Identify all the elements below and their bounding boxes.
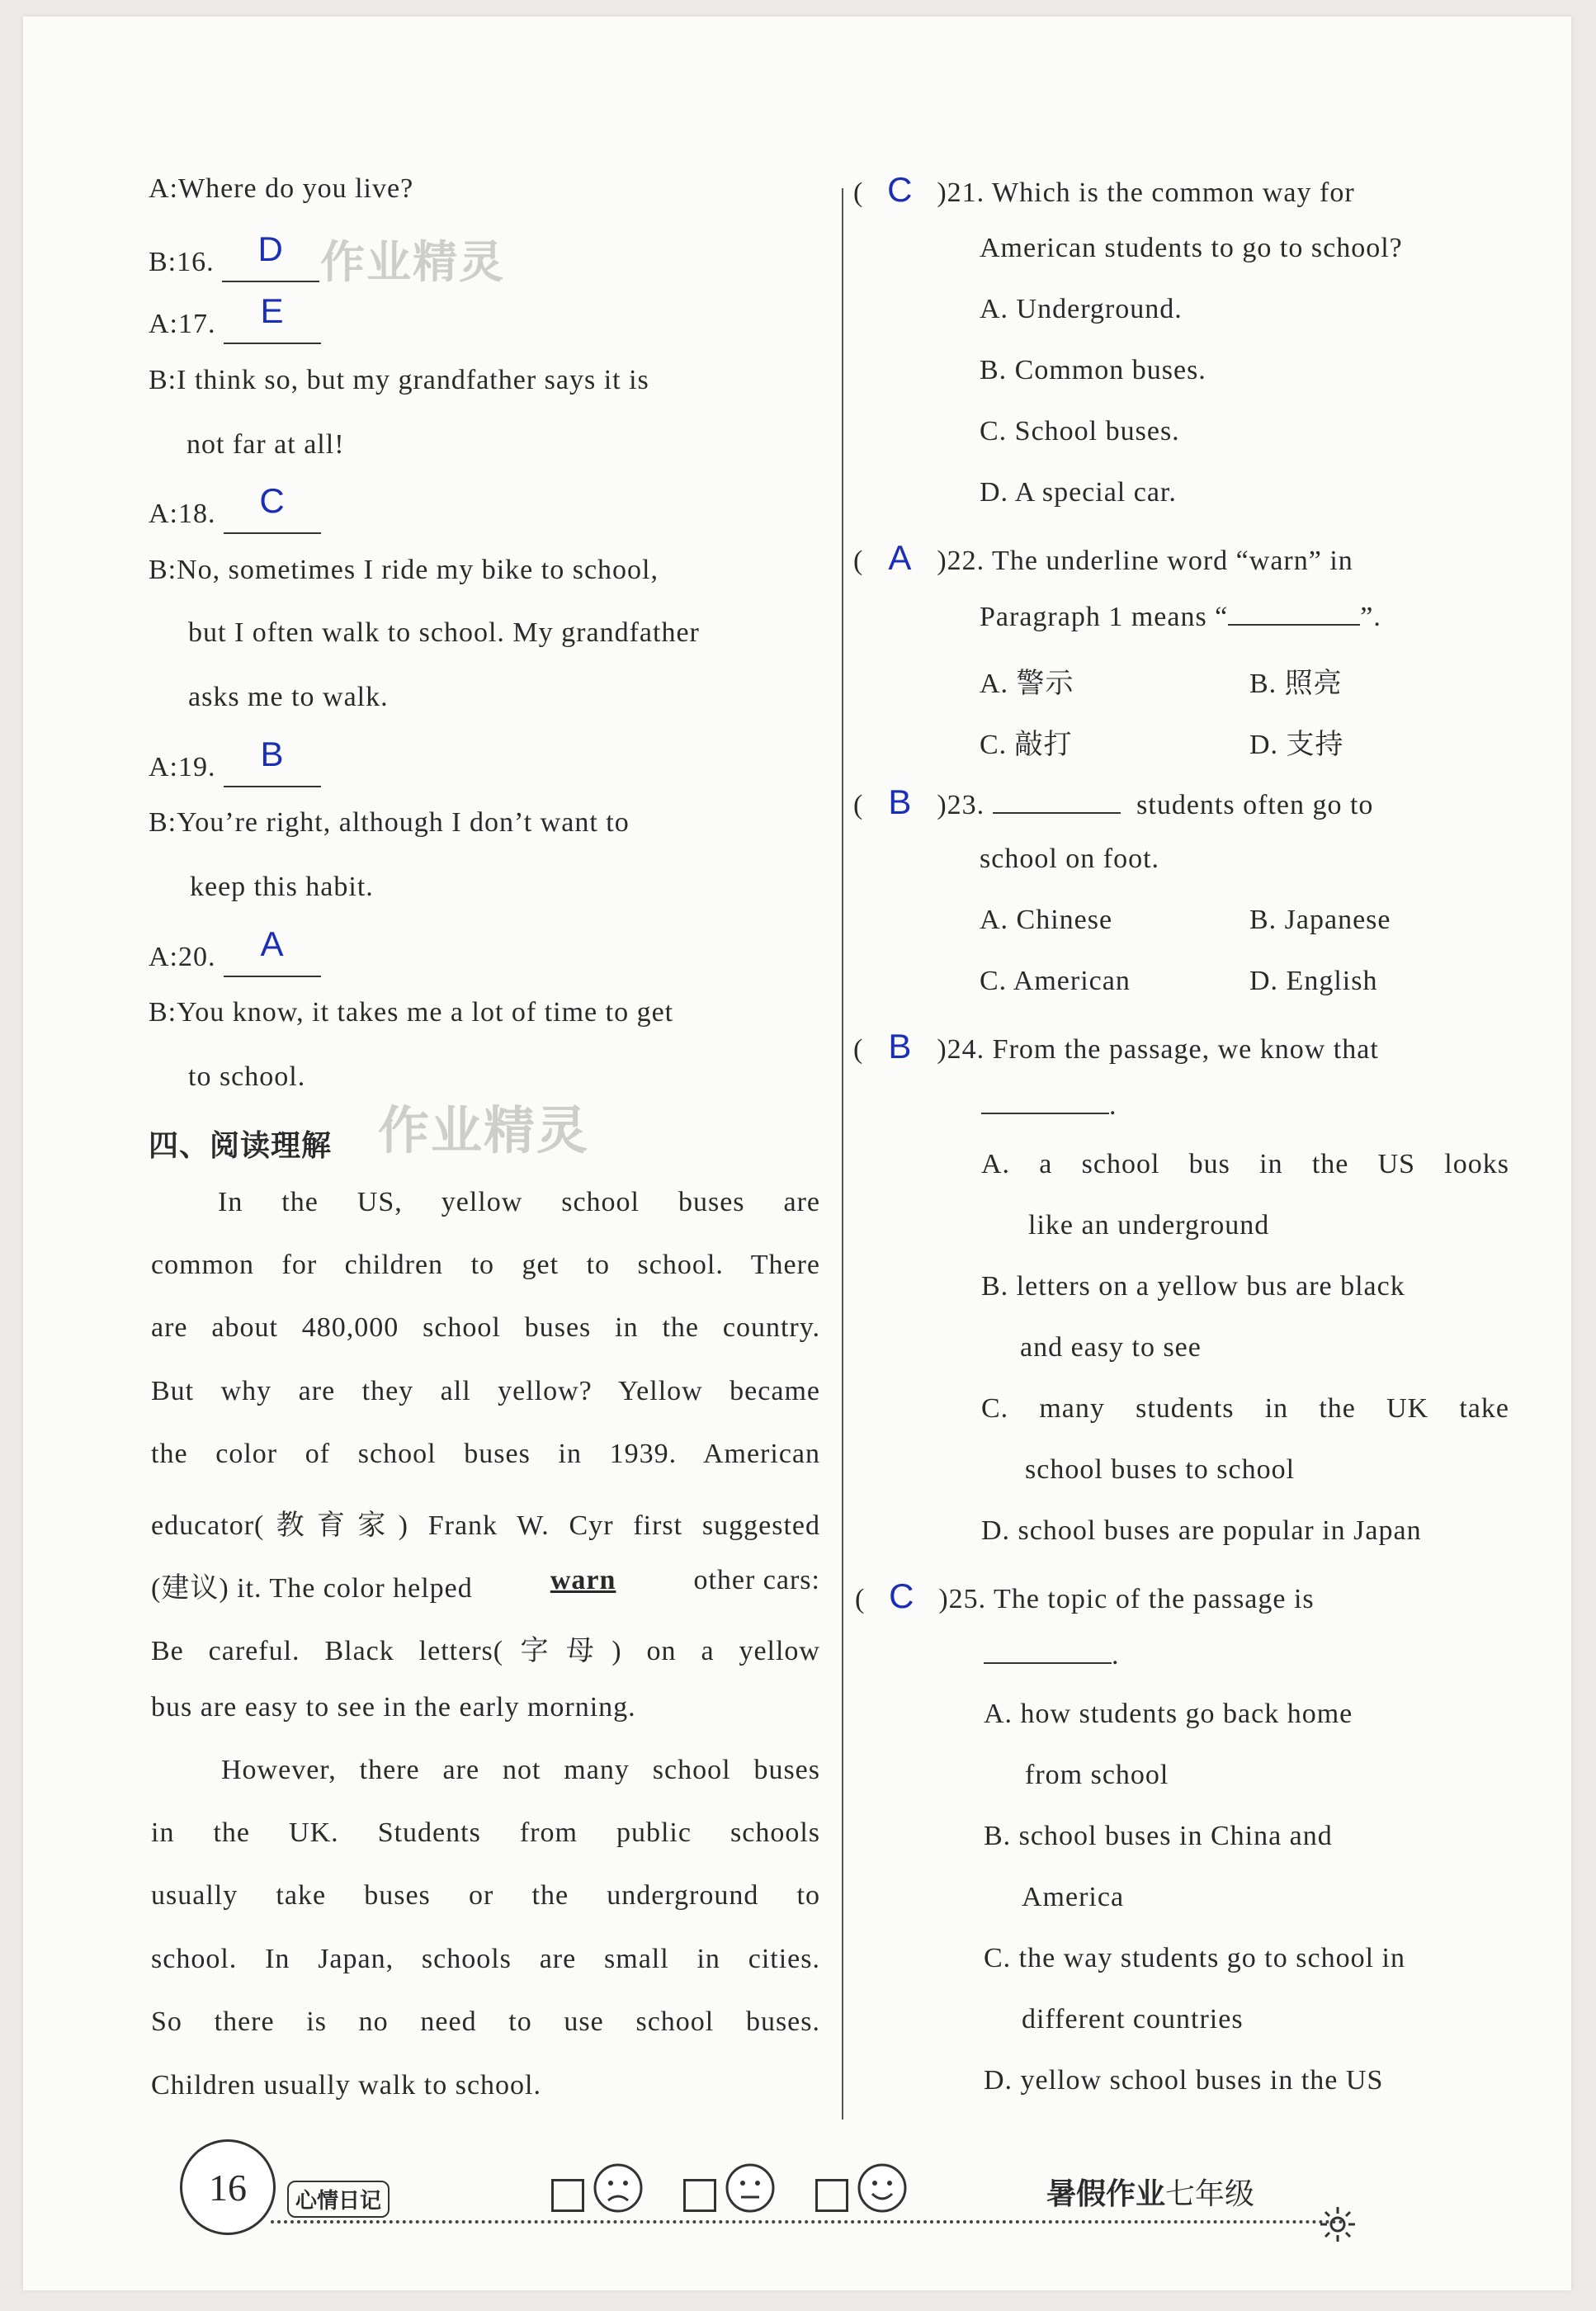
answer-19: B [260,735,285,773]
answer-17: E [260,291,285,330]
q24-option-b: B. letters on a yellow bus are black [981,1271,1405,1302]
book-title [1046,2171,1254,2213]
answer-20: A [260,924,285,963]
passage-line-15: Children usually walk to school. [151,2070,542,2101]
mood-checkbox-sad[interactable] [551,2179,584,2212]
question-stem: Which is the common way for [992,177,1355,208]
passage-line-14: So there is no need to use school buses. [151,2006,820,2037]
question-number: )22. [937,546,985,576]
answer-paren: ( [853,177,864,208]
passage-line-4: But why are they all yellow? Yellow became [151,1376,820,1406]
question-25-stem-2 [984,1638,1120,1671]
dialogue-line-20 [149,924,321,973]
answer-blank-17 [224,291,321,344]
answer-23: B [888,782,913,821]
answer-25: C [889,1576,915,1615]
q25-option-d: D. yellow school buses in the US [984,2065,1384,2096]
question-23-stem-2: school on foot. [980,844,1160,874]
question-stem: . [1112,1640,1120,1671]
q22-option-d: D. 支持 [1249,730,1344,760]
dialogue-line-9: asks me to walk. [188,682,389,712]
q23-option-c: C. American [980,966,1131,996]
answer-blank-25 [984,1638,1112,1664]
q24-option-c: C. many students in the UK take [981,1393,1509,1424]
q25-option-c: C. the way students go to school in [984,1943,1405,1973]
neutral-face-icon [725,2162,776,2214]
q24-option-a: A. a school bus in the US looks [981,1149,1509,1179]
sun-decoration-icon [1319,2205,1357,2243]
q23-option-a: A. Chinese [980,905,1113,935]
q21-option-c: C. School buses. [980,416,1180,447]
passage-line-2: common for children to get to school. There [151,1250,820,1280]
q22-option-a: A. 警示 [980,669,1074,699]
passage-text: other cars: [693,1565,820,1595]
question-24 [853,1027,1379,1066]
page-footer [23,2129,1571,2261]
dialogue-line-16 [149,229,319,278]
passage-line-7 [151,1565,820,1605]
answer-blank-22 [1228,599,1360,626]
section-heading: 四、阅读理解 [149,1129,333,1163]
answer-blank-20 [224,924,321,977]
dialogue-line-11: B:You’re right, although I don’t want to [149,807,630,838]
happy-face-icon [857,2162,908,2214]
dialogue-line-1: A:Where do you live? [149,173,414,204]
dialogue-label: B:16. [149,247,215,277]
q24-option-c-cont: school buses to school [1025,1454,1296,1485]
q25-option-b: B. school buses in China and [984,1821,1333,1851]
dialogue-line-8: but I often walk to school. My grandfather [188,617,700,648]
column-divider [842,188,843,2120]
watermark-2: 作业精灵 [378,1100,590,1160]
dialogue-line-14: B:You know, it takes me a lot of time to get [149,997,674,1028]
question-number: )23. [937,790,985,820]
answer-blank-23 [993,787,1121,814]
answer-21: C [887,170,914,209]
question-21 [853,170,1355,210]
passage-line-13: school. In Japan, schools are small in cities. [151,1944,820,1974]
question-22 [853,538,1353,578]
answer-blank-19 [224,735,321,787]
question-number: )21. [937,177,985,208]
passage-line-10: However, there are not many school buses [221,1755,820,1785]
answer-blank-24 [981,1088,1109,1114]
dialogue-label: A:20. [149,942,216,972]
q21-option-a: A. Underground. [980,294,1183,324]
grade-text: 七年级 [1165,2177,1255,2211]
answer-24: B [888,1027,913,1066]
question-stem: The underline word “warn” in [992,546,1353,576]
question-stem: From the passage, we know that [992,1034,1379,1065]
passage-line-5: the color of school buses in 1939. American [151,1439,820,1469]
q24-option-a-cont: like an underground [1028,1210,1270,1241]
q21-option-d: D. A special car. [980,477,1177,508]
answer-paren: ( [853,790,864,820]
mood-checkbox-neutral[interactable] [683,2179,716,2212]
answer-blank-18 [224,481,321,534]
worksheet-page [23,17,1571,2290]
sad-face-icon [593,2162,644,2214]
question-22-stem-2 [980,599,1381,633]
passage-line-1: In the US, yellow school buses are [218,1187,820,1217]
diary-label: 心情日记 [287,2181,390,2218]
dialogue-line-5: not far at all! [187,429,345,460]
passage-line-3: are about 480,000 school buses in the country. [151,1312,820,1343]
dialogue-line-12: keep this habit. [190,872,374,902]
answer-22: A [888,538,913,577]
answer-18: C [259,481,286,520]
q23-option-b: B. Japanese [1249,905,1391,935]
book-title-text: 暑假作业 [1046,2177,1166,2211]
question-stem: students often go to [1136,790,1374,820]
passage-line-9: bus are easy to see in the early morning. [151,1692,636,1723]
passage-line-6: educator(教育家) Frank W. Cyr first suggested [151,1510,820,1541]
passage-line-8: Be careful. Black letters(字母) on a yellow [151,1636,820,1666]
q25-option-c-cont: different countries [1022,2004,1244,2035]
question-number: )24. [937,1034,985,1065]
question-21-stem-2: American students to go to school? [980,233,1403,263]
dialogue-line-15: to school. [188,1061,306,1092]
answer-16: D [257,229,284,268]
dialogue-line-17 [149,291,321,340]
dialogue-line-4: B:I think so, but my grandfather says it is [149,365,649,395]
dialogue-line-19 [149,735,321,783]
question-24-stem-2 [981,1088,1117,1122]
q22-option-c: C. 敲打 [980,730,1073,760]
q23-option-d: D. English [1249,966,1378,996]
answer-blank-16 [222,229,319,282]
passage-text: (建议) it. The color helped [151,1573,473,1604]
dialogue-label: A:18. [149,499,216,529]
watermark-1: 作业精灵 [320,236,505,288]
dialogue-line-7: B:No, sometimes I ride my bike to school, [149,555,659,585]
answer-paren: ( [853,546,864,576]
question-number: )25. [938,1584,987,1614]
question-stem: The topic of the passage is [994,1584,1315,1614]
footer-dotted-line [271,2220,1343,2224]
question-23 [853,782,1373,822]
q24-option-d: D. school buses are popular in Japan [981,1515,1422,1546]
q21-option-b: B. Common buses. [980,355,1206,385]
question-stem: . [1109,1090,1117,1121]
q25-option-b-cont: America [1022,1882,1125,1912]
answer-paren: ( [853,1034,864,1065]
question-stem: ”. [1360,602,1381,632]
q25-option-a-cont: from school [1025,1760,1169,1790]
dialogue-line-18 [149,481,321,530]
answer-paren: ( [855,1584,866,1614]
question-25 [855,1576,1315,1616]
passage-line-12: usually take buses or the underground to [151,1880,820,1911]
q24-option-b-cont: and easy to see [1020,1332,1202,1363]
underlined-word-warn: warn [550,1565,616,1595]
question-stem: Paragraph 1 means “ [980,602,1229,632]
passage-line-11: in the UK. Students from public schools [151,1817,820,1848]
page-number: 16 [180,2139,276,2235]
mood-checkbox-happy[interactable] [815,2179,848,2212]
q25-option-a: A. how students go back home [984,1699,1353,1729]
q22-option-b: B. 照亮 [1249,669,1343,699]
dialogue-label: A:19. [149,752,216,782]
dialogue-label: A:17. [149,309,216,339]
